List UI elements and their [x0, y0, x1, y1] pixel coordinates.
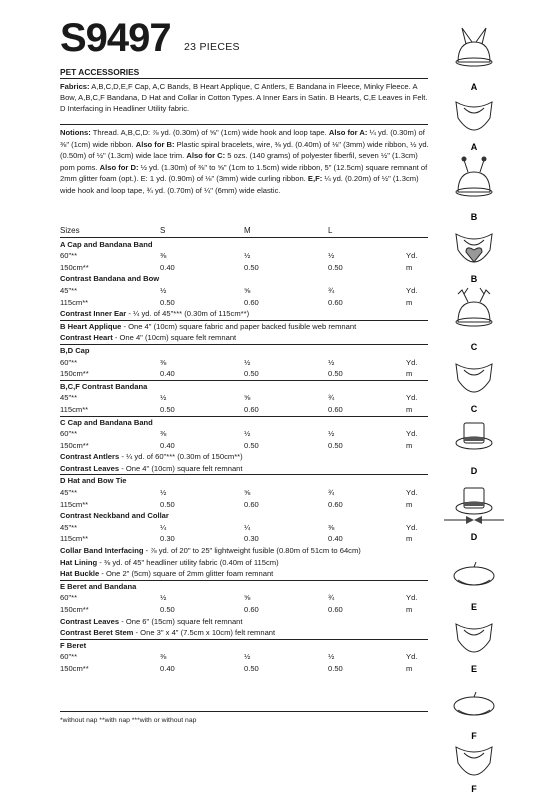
view-label: F	[471, 784, 477, 794]
unit-label: m	[406, 440, 413, 450]
view-label: C	[470, 342, 478, 352]
size-s-value: ⅜	[160, 357, 167, 367]
width-label: 150cm**	[60, 369, 89, 379]
size-s-value: ⅜	[160, 251, 167, 261]
size-s-value: 0.40	[160, 369, 175, 379]
size-s-value: ⅜	[160, 652, 167, 662]
beret-icon	[454, 562, 494, 612]
width-label: 60"**	[60, 251, 78, 261]
size-m-value: ½	[244, 652, 251, 662]
table-row	[60, 285, 428, 297]
section-title: F Beret	[60, 640, 87, 650]
footnote: *without nap **with nap ***with or without nap	[60, 717, 197, 724]
width-label: 60"**	[60, 593, 78, 603]
unit-label: m	[406, 297, 413, 307]
width-label: 150cm**	[60, 440, 89, 450]
section-heading	[60, 639, 428, 652]
unit-label: Yd.	[406, 488, 418, 498]
size-m-value: 0.50	[244, 663, 259, 673]
yardage-table	[60, 225, 428, 675]
size-s-value: 0.50	[160, 297, 175, 307]
size-l-value: 0.50	[328, 663, 343, 673]
header-size-m: M	[244, 226, 251, 235]
size-l-value: ¾	[328, 285, 335, 295]
size-l-value: 0.50	[328, 262, 343, 272]
size-m-value: 0.60	[244, 404, 259, 414]
note-row	[60, 545, 428, 557]
note-row	[60, 320, 428, 333]
unit-label: Yd.	[406, 652, 418, 662]
note-text: Hat Buckle - One 2" (5cm) square of 2mm glitter foam remnant	[60, 569, 274, 579]
section-title: Contrast Neckband and Collar	[60, 511, 169, 521]
section-heading	[60, 344, 428, 357]
section-heading	[60, 273, 428, 285]
header-sizes: Sizes	[60, 226, 80, 235]
unit-label: Yd.	[406, 522, 418, 532]
pattern-header	[60, 18, 171, 58]
header-size-l: L	[328, 226, 333, 235]
size-s-value: ½	[160, 285, 167, 295]
top-hat-icon	[456, 423, 492, 476]
section-title: C Cap and Bandana Band	[60, 417, 153, 427]
table-row	[60, 487, 428, 499]
view-label: A	[470, 142, 478, 152]
size-s-value: 0.50	[160, 404, 175, 414]
view-label: F	[471, 731, 477, 741]
note-row	[60, 332, 428, 344]
table-row	[60, 357, 428, 369]
table-row	[60, 440, 428, 452]
table-row	[60, 592, 428, 604]
unit-label: Yd.	[406, 593, 418, 603]
divider	[60, 711, 428, 712]
section-title: A Cap and Bandana Band	[60, 239, 153, 249]
size-m-value: 0.60	[244, 499, 259, 509]
unit-label: Yd.	[406, 251, 418, 261]
size-l-value: 0.50	[328, 369, 343, 379]
note-text: Contrast Leaves - One 4" (10cm) square felt remnant	[60, 463, 243, 473]
pattern-code: S9497	[60, 16, 171, 60]
bandana-icon	[456, 364, 492, 414]
table-row	[60, 428, 428, 440]
unit-label: m	[406, 663, 413, 673]
section-heading	[60, 580, 428, 593]
bandana-icon	[456, 747, 492, 794]
note-text: Hat Lining - ⅜ yd. of 45" headliner utility fabric (0.40m of 115cm)	[60, 557, 279, 567]
size-l-value: 0.60	[328, 297, 343, 307]
piece-count: 23 PIECES	[184, 41, 240, 53]
note-row	[60, 463, 428, 475]
section-title: D Hat and Bow Tie	[60, 476, 127, 486]
note-text: Contrast Inner Ear - ¼ yd. of 45"*** (0.30m of 115cm**)	[60, 309, 250, 319]
cap-with-antennae-icon	[456, 157, 492, 223]
note-row	[60, 568, 428, 580]
size-s-value: ¼	[160, 522, 167, 532]
note-text: Contrast Heart - One 4" (10cm) square felt remnant	[60, 333, 237, 343]
table-row	[60, 663, 428, 675]
note-row	[60, 557, 428, 569]
size-m-value: ⅝	[244, 593, 251, 603]
size-l-value: ¾	[328, 393, 335, 403]
size-l-value: ¾	[328, 593, 335, 603]
size-l-value: ¾	[328, 488, 335, 498]
category-title: PET ACCESSORIES	[60, 67, 140, 77]
table-row	[60, 392, 428, 404]
size-l-value: 0.60	[328, 605, 343, 614]
view-label: B	[470, 274, 478, 284]
size-m-value: 0.60	[244, 605, 259, 614]
width-label: 60"**	[60, 652, 78, 662]
view-label: B	[470, 212, 478, 222]
unit-label: Yd.	[406, 357, 418, 367]
note-text: Contrast Antlers - ¼ yd. of 60"*** (0.30m of 150cm**)	[60, 452, 243, 462]
unit-label: m	[406, 499, 413, 509]
table-row	[60, 262, 428, 274]
table-row	[60, 533, 428, 545]
size-m-value: ⅝	[244, 393, 251, 403]
size-s-value: 0.30	[160, 534, 175, 544]
width-label: 150cm**	[60, 663, 89, 673]
antler-cap-icon	[456, 288, 492, 352]
section-heading	[60, 474, 428, 487]
bandana-icon	[456, 102, 492, 152]
size-m-value: ½	[244, 357, 251, 367]
header-size-s: S	[160, 226, 166, 235]
size-l-value: ½	[328, 429, 335, 439]
size-s-value: ½	[160, 488, 167, 498]
width-label: 45"**	[60, 488, 78, 498]
size-m-value: 0.50	[244, 369, 259, 379]
size-s-value: ½	[160, 593, 167, 603]
size-s-value: ½	[160, 393, 167, 403]
width-label: 45"**	[60, 393, 78, 403]
size-l-value: ½	[328, 652, 335, 662]
note-row	[60, 616, 428, 628]
section-title: Contrast Bandana and Bow	[60, 274, 160, 284]
size-l-value: ½	[328, 251, 335, 261]
width-label: 150cm**	[60, 605, 89, 614]
size-m-value: ⅝	[244, 488, 251, 498]
width-label: 115cm**	[60, 499, 89, 509]
unit-label: m	[406, 605, 413, 614]
width-label: 115cm**	[60, 404, 89, 414]
table-row	[60, 499, 428, 511]
note-row	[60, 308, 428, 320]
size-l-value: 0.60	[328, 404, 343, 414]
width-label: 150cm**	[60, 262, 89, 272]
size-s-value: 0.50	[160, 499, 175, 509]
notions-text: Notions: Thread. A,B,C,D: ⅞ yd. (0.30m) of ⅝" (1cm) wide hook and loop tape. Also for A: ¼ yd. (0.30m) of ⅜" (1cm) wide ribbon. Also for B: Plastic spiral bracelets, wire, ⅜ yd. (0.40m) of ⅛" (3mm) wide ribbon, ½ yd. (0.50m) of ½" (1.3cm) wide lace trim. Also for C: 5 ozs. (140 grams) of polyester fiberfil, seven ½" (1.3cm) pom poms. Also for D: ½ yd. (1.30m) of ⅜" to ⅝" (1cm to 1.5cm) wide ribbon, 5" (12.5cm) square remnant of 2mm glitter foam (opt.). E: 1 yd. (0.90m) of ⅛" (3mm) wide curling ribbon. E,F: ¼ yd. (0.20m) of ½" (1.3cm) wide hook and loop tape, ¾ yd. (0.70m) of ¼" (6mm) wide elastic.	[60, 128, 429, 195]
cap-with-ears-icon	[456, 28, 492, 92]
size-s-value: 0.40	[160, 262, 175, 272]
size-m-value: ½	[244, 429, 251, 439]
section-title: E Beret and Bandana	[60, 581, 137, 591]
note-row	[60, 451, 428, 463]
note-row	[60, 627, 428, 639]
width-label: 45"**	[60, 522, 78, 532]
beret-icon	[454, 692, 494, 741]
view-label: D	[470, 532, 478, 542]
size-l-value: 0.40	[328, 534, 343, 544]
section-title: B,D Cap	[60, 345, 90, 355]
view-label: D	[470, 466, 478, 476]
view-illustrations	[436, 30, 512, 794]
table-row	[60, 368, 428, 380]
view-label: E	[470, 664, 478, 674]
table-row	[60, 404, 428, 416]
size-m-value: ¼	[244, 522, 251, 532]
section-heading	[60, 380, 428, 393]
width-label: 115cm**	[60, 297, 89, 307]
table-row	[60, 604, 428, 616]
divider	[60, 78, 428, 79]
size-s-value: 0.40	[160, 663, 175, 673]
unit-label: Yd.	[406, 393, 418, 403]
bandana-icon	[456, 624, 492, 674]
size-m-value: ½	[244, 251, 251, 261]
size-m-value: 0.60	[244, 297, 259, 307]
size-m-value: 0.50	[244, 440, 259, 450]
unit-label: Yd.	[406, 429, 418, 439]
width-label: 60"**	[60, 429, 78, 439]
size-s-value: 0.40	[160, 440, 175, 450]
unit-label: m	[406, 262, 413, 272]
size-l-value: 0.50	[328, 440, 343, 450]
size-l-value: ⅜	[328, 522, 335, 532]
size-m-value: ⅝	[244, 285, 251, 295]
note-text: B Heart Applique - One 4" (10cm) square fabric and paper backed fusible web remnant	[60, 321, 357, 331]
note-text: Collar Band Interfacing - ⅞ yd. of 20" to 25" lightweight fusible (0.80m of 51cm to 64cm)	[60, 546, 361, 556]
table-header-row	[60, 225, 428, 238]
size-m-value: 0.50	[244, 262, 259, 272]
view-label: C	[470, 404, 478, 414]
unit-label: Yd.	[406, 285, 418, 295]
size-l-value: 0.60	[328, 499, 343, 509]
width-label: 60"**	[60, 357, 78, 367]
table-row	[60, 250, 428, 262]
view-label: E	[470, 602, 478, 612]
section-heading	[60, 239, 428, 251]
note-text: Contrast Beret Stem - One 3" x 4" (7.5cm x 10cm) felt remnant	[60, 628, 276, 638]
note-text: Contrast Leaves - One 6" (15cm) square felt remnant	[60, 616, 243, 626]
size-l-value: ½	[328, 357, 335, 367]
unit-label: m	[406, 369, 413, 379]
fabrics-text: Fabrics: A,B,C,D,E,F Cap, A,C Bands, B Heart Applique, C Antlers, E Bandana in Fleece, Minky Fleece. A Bow, A,B,C,F Bandana, D Hat and Collar in Cotton Types. A Inner Ears in Satin. B Hearts, C,E Leaves in Felt. D Interfacing in Headliner Utility fabric.	[60, 82, 428, 113]
section-heading	[60, 510, 428, 522]
table-row	[60, 297, 428, 309]
width-label: 45"**	[60, 285, 78, 295]
unit-label: m	[406, 404, 413, 414]
size-s-value: ⅜	[160, 429, 167, 439]
section-title: B,C,F Contrast Bandana	[60, 381, 148, 391]
unit-label: m	[406, 534, 413, 544]
size-s-value: 0.50	[160, 605, 175, 614]
divider	[60, 124, 428, 125]
hat-and-bow-tie-icon	[444, 488, 504, 542]
table-row	[60, 522, 428, 534]
width-label: 115cm**	[60, 534, 89, 544]
section-heading	[60, 416, 428, 429]
size-m-value: 0.30	[244, 534, 259, 544]
heart-bandana-icon	[456, 234, 492, 284]
view-label: A	[470, 82, 478, 92]
table-row	[60, 651, 428, 663]
